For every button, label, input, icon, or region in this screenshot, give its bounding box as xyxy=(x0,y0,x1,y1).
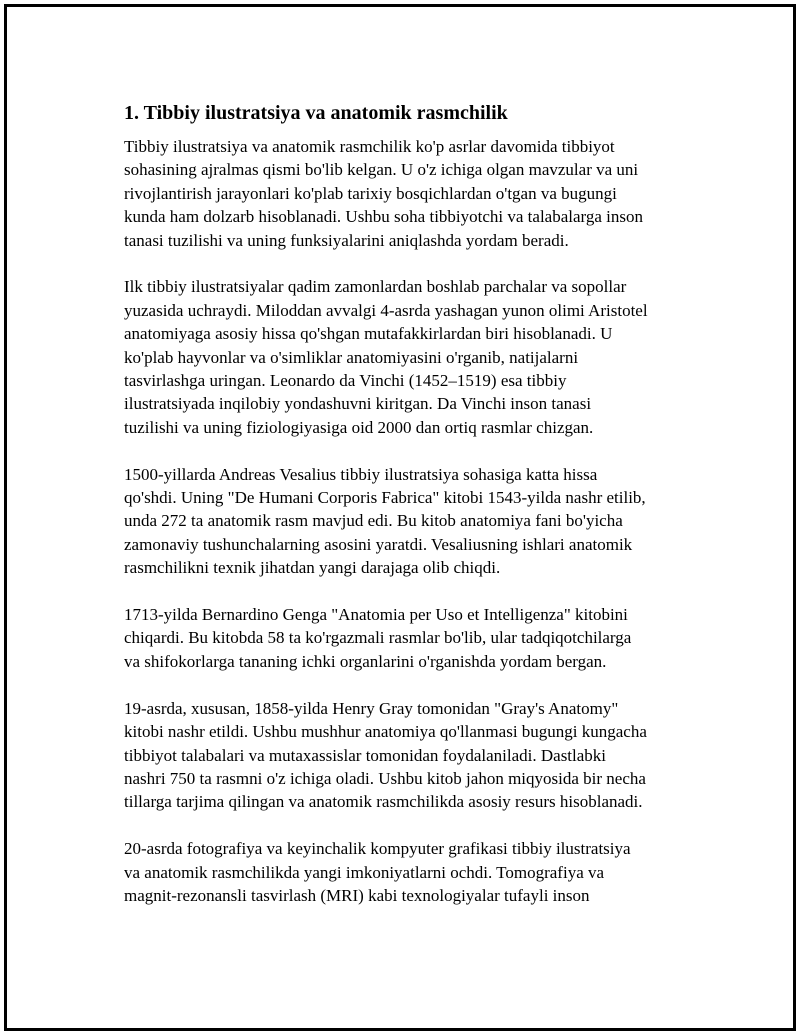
text-line: Ilk tibbiy ilustratsiyalar qadim zamonlardan boshlab parchalar va sopollar xyxy=(124,277,627,297)
text-line: ilustratsiyada inqilobiy yondashuvni kiritgan. Da Vinchi inson tanasi xyxy=(124,394,592,414)
text-line: kunda ham dolzarb hisoblanadi. Ushbu soha tibbiyotchi va talabalarga inson xyxy=(124,207,644,227)
text-line: ko'plab hayvonlar va o'simliklar anatomiyasini o'rganib, natijalarni xyxy=(124,347,579,367)
text-line: zamonaviy tushunchalarning asosini yaratdi. Vesaliusning ishlari anatomik xyxy=(124,534,633,554)
text-line: 19-asrda, xususan, 1858-yilda Henry Gray tomonidan "Gray's Anatomy" xyxy=(124,698,619,718)
text-line: chiqardi. Bu kitobda 58 ta ko'rgazmali rasmlar bo'lib, ular tadqiqotchilarga xyxy=(124,628,632,648)
text-line: tibbiyot talabalari va mutaxassislar tomonidan foydalaniladi. Dastlabki xyxy=(124,745,607,765)
text-line: yuzasida uchraydi. Miloddan avvalgi 4-asrda yashagan yunon olimi Aristotel xyxy=(124,300,648,320)
text-line: tuzilishi va uning fiziologiyasiga oid 2000 dan ortiq rasmlar chizgan. xyxy=(124,417,594,437)
text-line: kitobi nashr etildi. Ushbu mushhur anatomiya qo'llanmasi bugungi kungacha xyxy=(124,722,647,742)
text-line: sohasining ajralmas qismi bo'lib kelgan. U o'z ichiga olgan mavzular va uni xyxy=(124,160,639,180)
paragraph-genga xyxy=(124,603,714,673)
text-line: 20-asrda fotografiya va keyinchalik kompyuter grafikasi tibbiy ilustratsiya xyxy=(124,839,631,859)
text-line: rivojlantirish jarayonlari ko'plab tarixiy bosqichlardan o'tgan va bugungi xyxy=(124,183,617,203)
paragraph-early-illustrations xyxy=(124,275,714,439)
text-line: magnit-rezonansli tasvirlash (MRI) kabi texnologiyalar tufayli inson xyxy=(124,885,590,905)
document-page xyxy=(4,4,796,1031)
text-line: tasvirlashga uringan. Leonardo da Vinchi (1452–1519) esa tibbiy xyxy=(124,371,567,391)
paragraph-gray xyxy=(124,697,714,814)
paragraph-intro xyxy=(124,135,714,252)
paragraph-vesalius xyxy=(124,463,714,580)
text-line: qo'shdi. Uning "De Humani Corporis Fabrica" kitobi 1543-yilda nashr etilib, xyxy=(124,488,646,508)
text-line: anatomiyaga asosiy hissa qo'shgan mutafakkirlardan biri hisoblanadi. U xyxy=(124,324,613,344)
section-title: 1. Tibbiy ilustratsiya va anatomik rasmchilik xyxy=(124,102,508,124)
text-line: Tibbiy ilustratsiya va anatomik rasmchilik ko'p asrlar davomida tibbiyot xyxy=(124,137,615,156)
text-line: 1713-yilda Bernardino Genga "Anatomia per Uso et Intelligenza" kitobini xyxy=(124,605,628,625)
text-line: rasmchilikni texnik jihatdan yangi darajaga olib chiqdi. xyxy=(124,558,501,578)
text-line: tanasi tuzilishi va uning funksiyalarini aniqlashda yordam beradi. xyxy=(124,230,569,250)
text-line: tillarga tarjima qilingan va anatomik rasmchilikda asosiy resurs hisoblanadi. xyxy=(124,792,643,812)
text-line: unda 272 ta anatomik rasm mavjud edi. Bu kitob anatomiya fani bo'yicha xyxy=(124,511,623,531)
text-line: va anatomik rasmchilikda yangi imkoniyatlarni ochdi. Tomografiya va xyxy=(124,862,605,882)
text-line: 1500-yillarda Andreas Vesalius tibbiy ilustratsiya sohasiga katta hissa xyxy=(124,464,598,484)
text-line: va shifokorlarga tananing ichki organlarini o'rganishda yordam bergan. xyxy=(124,651,607,671)
paragraph-20th-century xyxy=(124,837,714,907)
document-content xyxy=(124,100,714,931)
text-line: nashri 750 ta rasmni o'z ichiga oladi. Ushbu kitob jahon miqyosida bir necha xyxy=(124,768,646,788)
